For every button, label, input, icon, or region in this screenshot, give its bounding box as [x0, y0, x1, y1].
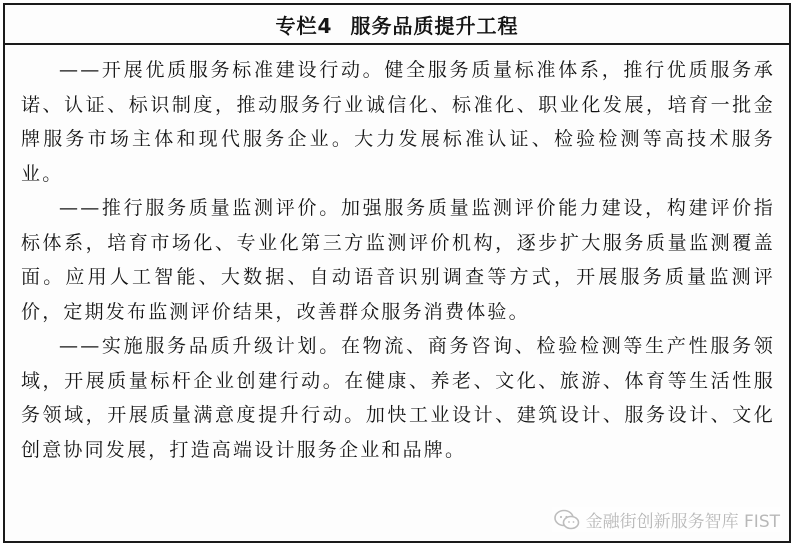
paragraph-quality-upgrade: ——实施服务品质升级计划。在物流、商务咨询、检验检测等生产性服务领域，开展质量标杆企业创建行动。在健康、养老、文化、旅游、体育等生活性服务领域，开展质量满意度提升行动。加快工业设计、建筑设计、服务设计、文化创意协同发展，打造高端设计服务企业和品牌。 — [21, 335, 775, 461]
wechat-icon — [554, 509, 580, 531]
paragraph-quality-standards: ——开展优质服务标准建设行动。健全服务质量标准体系，推行优质服务承诺、认证、标识制度，推动服务行业诚信化、标准化、职业化发展，培育一批金牌服务市场主体和现代服务企业。大力发展标准认证、检验检测等高技术服务业。 — [21, 59, 775, 185]
column-title: 服务品质提升工程 — [350, 13, 519, 38]
paragraph-quality-monitoring: ——推行服务质量监测评价。加强服务质量监测评价能力建设，构建评价指标体系，培育市场化、专业化第三方监测评价机构，逐步扩大服务质量监测覆盖面。应用人工智能、大数据、自动语音识别调查等方式，开展服务质量监测评价，定期发布监测评价结果，改善群众服务消费体验。 — [21, 197, 775, 323]
column-header — [5, 5, 789, 45]
watermark — [552, 507, 782, 532]
watermark-text: 金融街创新服务智库 FIST — [585, 512, 780, 532]
column-box — [3, 3, 791, 543]
column-body — [5, 45, 789, 467]
column-label: 专栏4 — [275, 13, 333, 38]
